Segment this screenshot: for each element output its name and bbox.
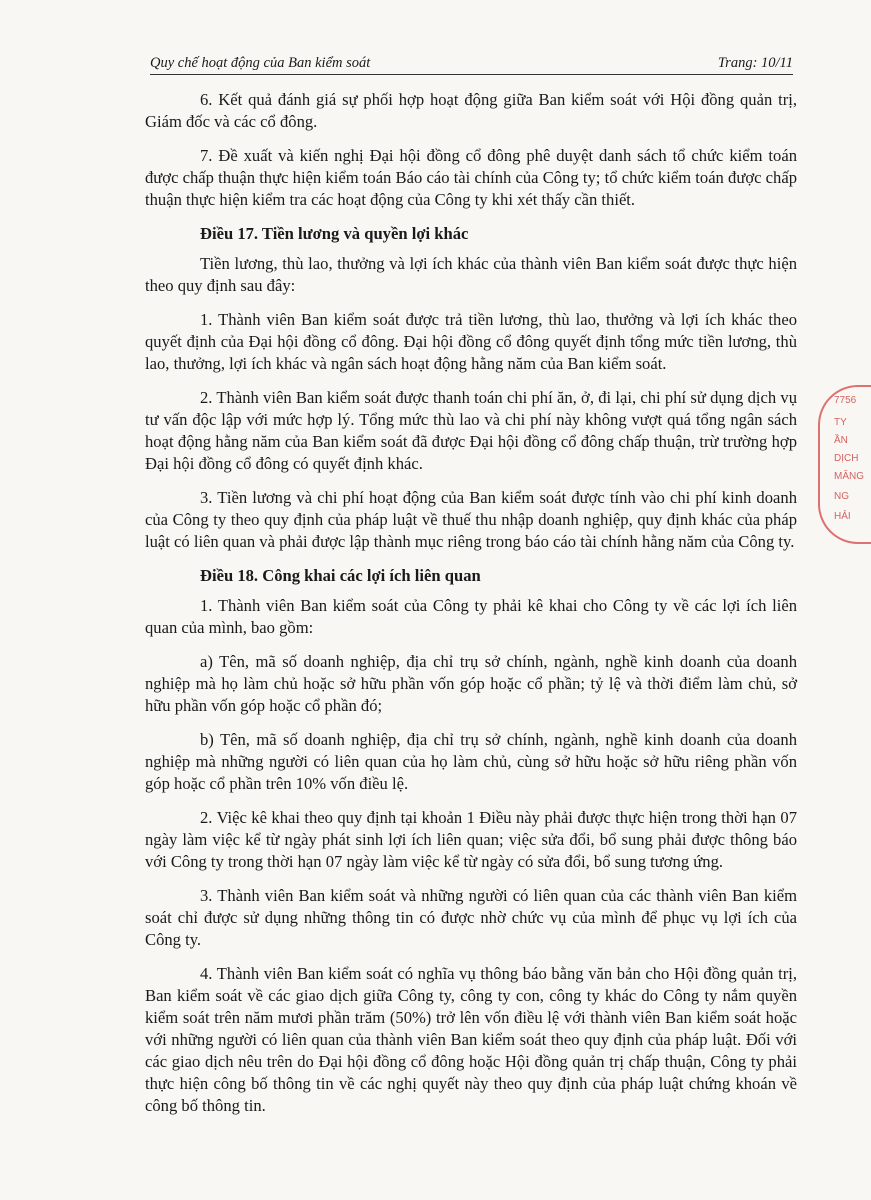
company-seal bbox=[818, 385, 871, 544]
document-body bbox=[145, 89, 797, 1129]
section-heading: Điều 18. Công khai các lợi ích liên quan bbox=[200, 566, 481, 585]
paragraph: 1. Thành viên Ban kiểm soát của Công ty phải kê khai cho Công ty về các lợi ích liên quan của mình, bao gồm: bbox=[145, 596, 797, 637]
paragraph: b) Tên, mã số doanh nghiệp, địa chỉ trụ sở chính, ngành, nghề kinh doanh của doanh nghiệp mà những người có liên quan của họ làm chủ, cùng sở hữu hoặc sở hữu riêng phần vốn góp hoặc cổ phần trên 10% vốn điều lệ. bbox=[145, 730, 797, 793]
paragraph: 2. Việc kê khai theo quy định tại khoản 1 Điều này phải được thực hiện trong thời hạn 07 ngày làm việc kể từ ngày phát sinh lợi ích liên quan; việc sửa đổi, bổ sung phải được thông báo với Công ty trong thời hạn 07 ngày làm việc kể từ ngày có sửa đổi, bổ sung tương ứng. bbox=[145, 808, 797, 871]
document-title: Quy chế hoạt động của Ban kiểm soát bbox=[150, 55, 371, 71]
paragraph: 3. Thành viên Ban kiểm soát và những người có liên quan của các thành viên Ban kiểm soát chỉ được sử dụng những thông tin có được nhờ chức vụ của mình để phục vụ lợi ích của Công ty. bbox=[145, 886, 797, 949]
paragraph: 4. Thành viên Ban kiểm soát có nghĩa vụ thông báo bằng văn bản cho Hội đồng quản trị, Ban kiểm soát về các giao dịch giữa Công ty, công ty con, công ty khác do Công ty nắm quyền kiểm soát trên năm mươi phần trăm (50%) trở lên vốn điều lệ với thành viên Ban kiểm soát hoặc với những người có liên quan của thành viên Ban kiểm soát theo quy định của pháp luật. Đối với các giao dịch nêu trên do Đại hội đồng cổ đông hoặc Hội đồng quản trị chấp thuận, Công ty phải thực hiện công bố thông tin về các nghị quyết này theo quy định của pháp luật chứng khoán về công bố thông tin. bbox=[145, 964, 797, 1115]
paragraph: 3. Tiền lương và chi phí hoạt động của Ban kiểm soát được tính vào chi phí kinh doanh của Công ty theo quy định của pháp luật về thuế thu nhập doanh nghiệp, quy định khác của pháp luật có liên quan và phải được lập thành mục riêng trong báo cáo tài chính hằng năm của Công ty. bbox=[145, 488, 797, 551]
seal-text: NG bbox=[834, 491, 849, 502]
paragraph: a) Tên, mã số doanh nghiệp, địa chỉ trụ sở chính, ngành, nghề kinh doanh của doanh nghiệp mà họ làm chủ hoặc sở hữu phần vốn góp hoặc cổ phần; tỷ lệ và thời điểm làm chủ, sở hữu phần vốn góp hoặc cổ phần đó; bbox=[145, 652, 797, 715]
seal-text: TY bbox=[834, 417, 847, 428]
page-header bbox=[150, 52, 793, 75]
seal-text: 7756 bbox=[834, 395, 857, 406]
paragraph: 7. Đề xuất và kiến nghị Đại hội đồng cổ đông phê duyệt danh sách tổ chức kiểm toán được chấp thuận thực hiện kiểm toán Báo cáo tài chính của Công ty; tổ chức kiểm toán được chấp thuận thực hiện kiểm tra các hoạt động của Công ty khi xét thấy cần thiết. bbox=[145, 146, 797, 209]
seal-text: HẢI bbox=[834, 511, 851, 522]
paragraph: 2. Thành viên Ban kiểm soát được thanh toán chi phí ăn, ở, đi lại, chi phí sử dụng dịch vụ tư vấn độc lập với mức hợp lý. Tổng mức thù lao và chi phí này không vượt quá tổng ngân sách hoạt động hằng năm của Ban kiểm soát đã được Đại hội đồng cổ đông chấp thuận, trừ trường hợp Đại hội đồng cổ đông có quyết định khác. bbox=[145, 388, 797, 473]
seal-text: DỊCH bbox=[834, 453, 859, 464]
paragraph: Tiền lương, thù lao, thưởng và lợi ích khác của thành viên Ban kiểm soát được thực hiện theo quy định sau đây: bbox=[145, 254, 797, 295]
paragraph: 1. Thành viên Ban kiểm soát được trả tiền lương, thù lao, thưởng và lợi ích khác theo quyết định của Đại hội đồng cổ đông. Đại hội đồng cổ đông quyết định tổng mức tiền lương, thù lao, thưởng, lợi ích khác và ngân sách hoạt động hằng năm của Ban kiểm soát. bbox=[145, 310, 797, 373]
seal-text: ẦN bbox=[834, 435, 848, 446]
seal-text: MĂNG bbox=[834, 471, 864, 482]
section-heading: Điều 17. Tiền lương và quyền lợi khác bbox=[200, 224, 469, 243]
paragraph: 6. Kết quả đánh giá sự phối hợp hoạt động giữa Ban kiểm soát với Hội đồng quản trị, Giám đốc và các cổ đông. bbox=[145, 90, 797, 131]
page-number: Trang: 10/11 bbox=[717, 55, 793, 71]
